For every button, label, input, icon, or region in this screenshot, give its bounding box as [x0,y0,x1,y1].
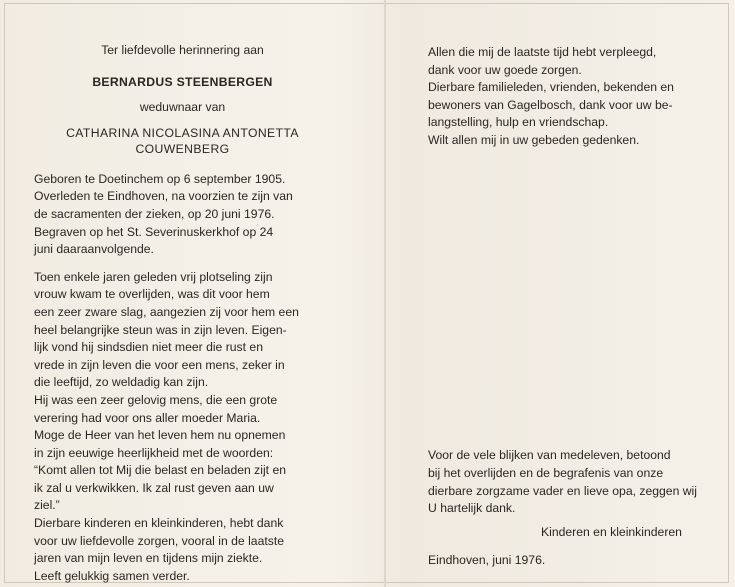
tribute-line: voor uw liefdevolle zorgen, vooral in de laatste [34,533,284,548]
tribute-line: ziel.” [34,498,60,513]
tribute-line: die leeftijd, zo weldadig kan zijn. [34,375,209,390]
deceased-name: BERNARDUS STEENBERGEN [92,74,273,89]
tribute-line: Hij was een zeer gelovig mens, die een grote [34,392,278,407]
tribute-line: een zeer zware slag, aangezien zij voor hem een [34,304,299,319]
tribute-line: Toen enkele jaren geleden vrij plotseling zijn [34,269,273,284]
tribute-line: Moge de Heer van het leven hem nu opnemen [34,428,286,443]
bio-line: Overleden te Eindhoven, na voorzien te zijn van [34,189,293,204]
tribute-line: vrouw kwam te overlijden, was dit voor hem [34,287,270,302]
bio-paragraph [34,171,331,259]
condolence-line: U hartelijk dank. [428,501,516,516]
tribute-line: heel belangrijke steun was in zijn leven. Eigen- [34,322,287,337]
tribute-line: Leeft gelukkig samen verder. [34,568,190,583]
thanks-line: Wilt allen mij in uw gebeden gedenken. [428,132,640,147]
condolence-line: dierbare zorgzame vader en lieve opa, zeggen wij [428,483,697,498]
relation-line: weduwnaar van [139,100,226,115]
tribute-line: verering had voor ons aller moeder Maria. [34,410,261,425]
spouse-name-line-1: CATHARINA NICOLASINA ANTONETTA [66,125,299,140]
place-date: Eindhoven, juni 1976. [428,553,546,567]
thanks-line: Allen die mij de laatste tijd hebt verpleegd, [428,45,657,59]
condolence-paragraph [428,447,717,518]
bio-line: de sacramenten der zieken, op 20 juni 1976. [34,206,275,221]
thanks-line: dank voor uw goede zorgen. [428,62,582,77]
tribute-line: ik zal u verkwikken. Ik zal rust geven aan uw [34,480,274,495]
condolence-line: Voor de vele blijken van medeleven, betoond [428,448,671,462]
card-fold-line [384,0,386,587]
spouse-name-line-2: COUWENBERG [135,141,230,156]
tribute-paragraph [34,269,331,586]
tribute-line: jaren van mijn leven en tijdens mijn ziekte. [34,551,263,566]
thanks-line: langstelling, hulp en vriendschap. [428,115,609,130]
bio-line: juni daaraanvolgende. [34,242,154,257]
spouse-name [34,125,331,157]
left-page [34,0,331,585]
condolence-line: bij het overlijden en de begrafenis van onze [428,465,664,480]
bio-line: Begraven op het St. Severinuskerkhof op 24 [34,224,274,239]
tribute-line: Dierbare kinderen en kleinkinderen, hebt dank [34,516,284,531]
tribute-line: in zijn eeuwige heerlijkheid met de woorden: [34,445,274,460]
thanks-line: Dierbare familieleden, vrienden, bekenden en [428,80,674,95]
tribute-line: “Komt allen tot Mij die belast en beladen zijt en [34,463,287,478]
bio-line: Geboren te Doetinchem op 6 september 1905. [34,171,286,186]
right-page [428,0,717,150]
signature: Kinderen en kleinkinderen [541,525,682,539]
intro-line: Ter liefdevolle herinnering aan [101,43,264,57]
thanks-paragraph [428,44,717,150]
tribute-line: lijk vond hij sindsdien niet meer die rust en [34,340,263,355]
tribute-line: vrede in zijn leven die voor een mens, zeker in [34,357,285,372]
thanks-line: bewoners van Gagelbosch, dank voor uw be- [428,97,673,112]
